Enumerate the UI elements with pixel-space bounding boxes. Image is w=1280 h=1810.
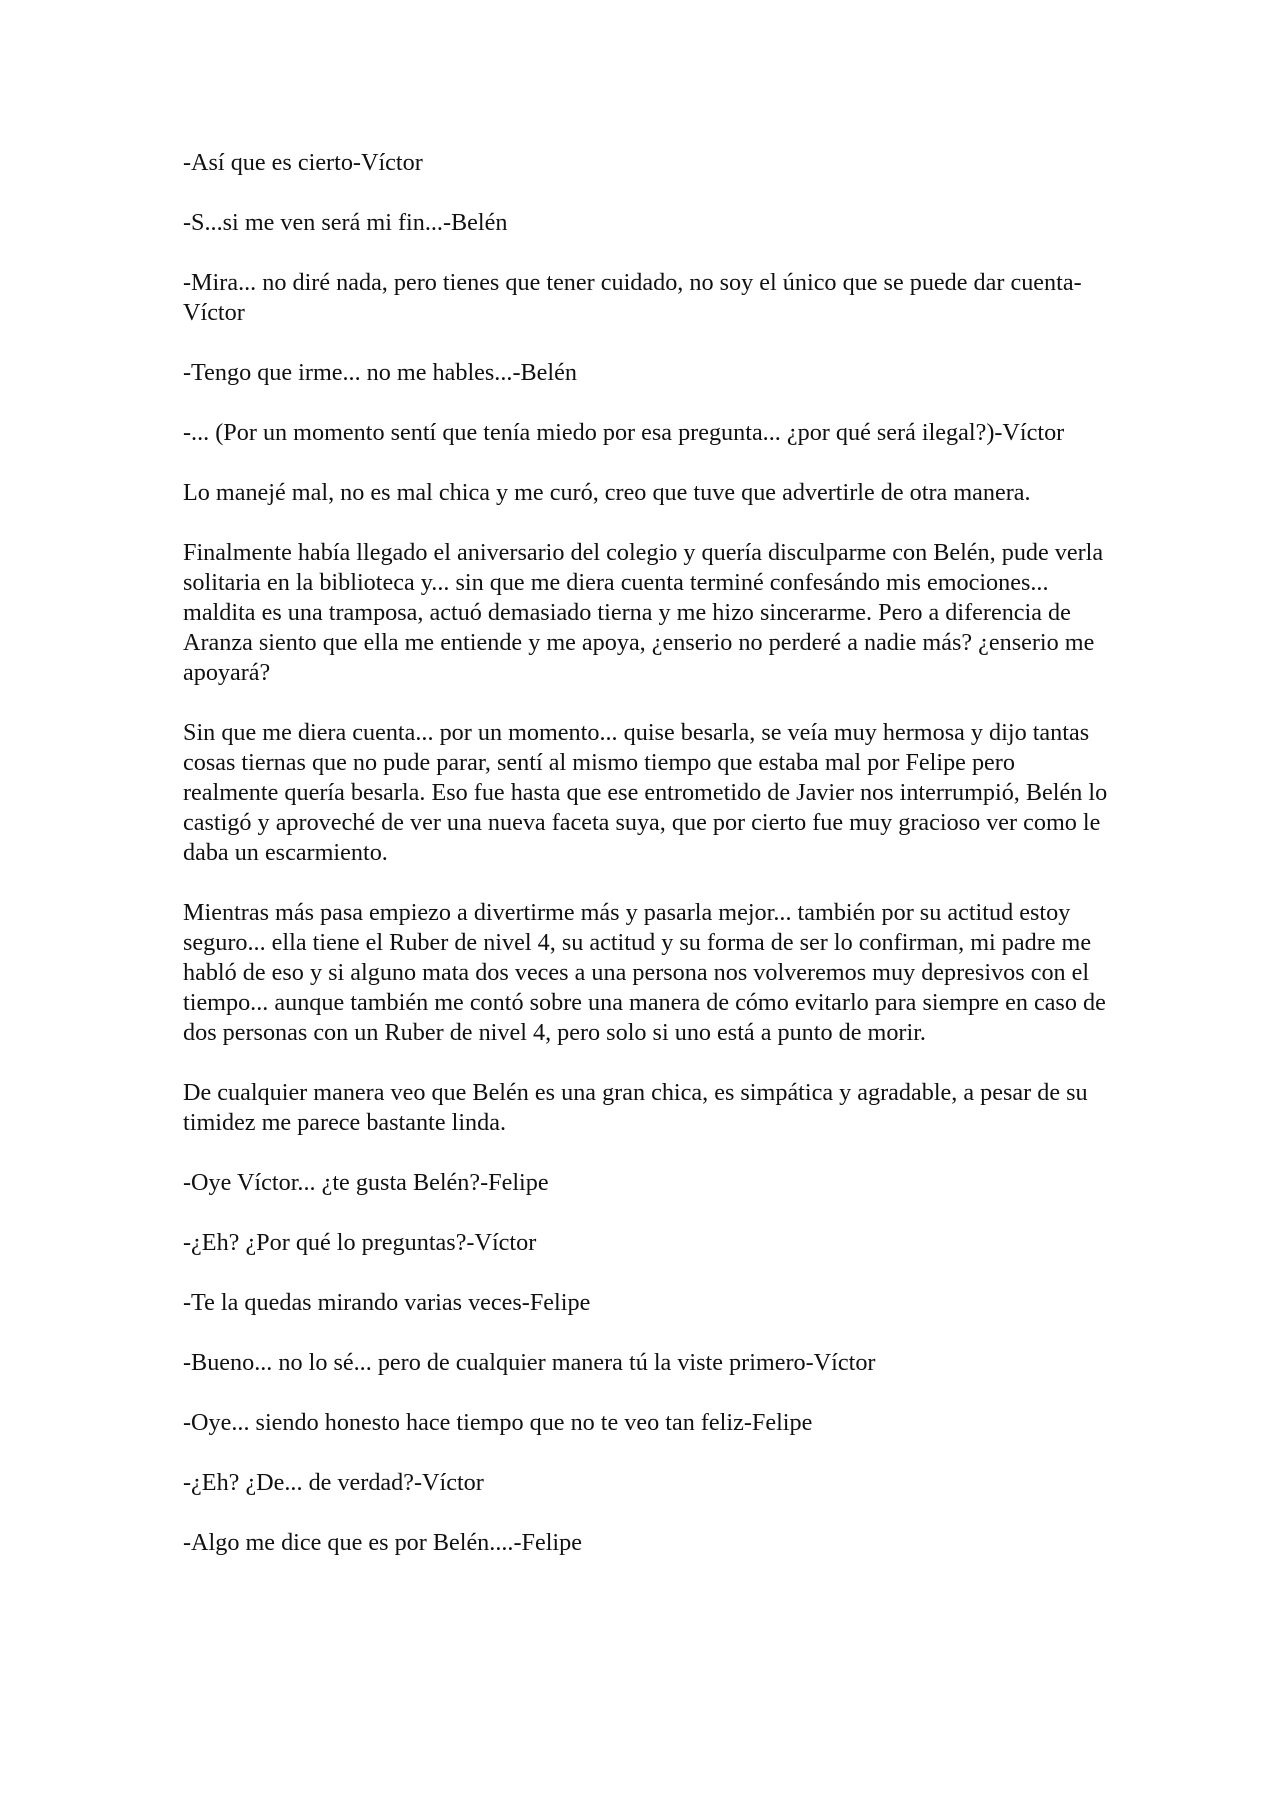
paragraph: -Te la quedas mirando varias veces-Felipe: [183, 1289, 591, 1316]
paragraph: -¿Eh? ¿De... de verdad?-Víctor: [183, 1469, 484, 1496]
paragraph: -... (Por un momento sentí que tenía miedo por esa pregunta... ¿por qué será ilegal?)-Víctor: [183, 419, 1065, 446]
paragraph: -Oye... siendo honesto hace tiempo que no te veo tan feliz-Felipe: [183, 1409, 813, 1436]
document-body: [183, 148, 1108, 1588]
paragraph: -Oye Víctor... ¿te gusta Belén?-Felipe: [183, 1169, 549, 1196]
paragraph: Finalmente había llegado el aniversario del colegio y quería disculparme con Belén, pude verla solitaria en la biblioteca y... sin que me diera cuenta terminé confesándo mis emociones... maldita es una tramposa, actuó demasiado tierna y me hizo sincerarme. Pero a diferencia de Aranza siento que ella me entiende y me apoya, ¿enserio no perderé a nadie más? ¿enserio me apoyará?: [183, 539, 1104, 686]
paragraph: -Mira... no diré nada, pero tienes que tener cuidado, no soy el único que se puede dar cuenta-Víctor: [183, 269, 1082, 326]
paragraph: Sin que me diera cuenta... por un momento... quise besarla, se veía muy hermosa y dijo tantas cosas tiernas que no pude parar, sentí al mismo tiempo que estaba mal por Felipe pero realmente quería besarla. Eso fue hasta que ese entrometido de Javier nos interrumpió, Belén lo castigó y aproveché de ver una nueva faceta suya, que por cierto fue muy gracioso ver como le daba un escarmiento.: [183, 719, 1108, 866]
paragraph: -Algo me dice que es por Belén....-Felipe: [183, 1529, 582, 1556]
paragraph: -¿Eh? ¿Por qué lo preguntas?-Víctor: [183, 1229, 537, 1256]
paragraph: De cualquier manera veo que Belén es una gran chica, es simpática y agradable, a pesar de su timidez me parece bastante linda.: [183, 1079, 1088, 1136]
paragraph: -Tengo que irme... no me hables...-Belén: [183, 359, 577, 386]
paragraph: -S...si me ven será mi fin...-Belén: [183, 209, 508, 236]
paragraph: Lo manejé mal, no es mal chica y me curó, creo que tuve que advertirle de otra manera.: [183, 479, 1031, 506]
paragraph: -Así que es cierto-Víctor: [183, 149, 423, 176]
paragraph: -Bueno... no lo sé... pero de cualquier manera tú la viste primero-Víctor: [183, 1349, 876, 1376]
paragraph: Mientras más pasa empiezo a divertirme más y pasarla mejor... también por su actitud estoy seguro... ella tiene el Ruber de nivel 4, su actitud y su forma de ser lo confirman, mi padre me habló de eso y si alguno mata dos veces a una persona nos volveremos muy depresivos con el tiempo... aunque también me contó sobre una manera de cómo evitarlo para siempre en caso de dos personas con un Ruber de nivel 4, pero solo si uno está a punto de morir.: [183, 899, 1106, 1046]
